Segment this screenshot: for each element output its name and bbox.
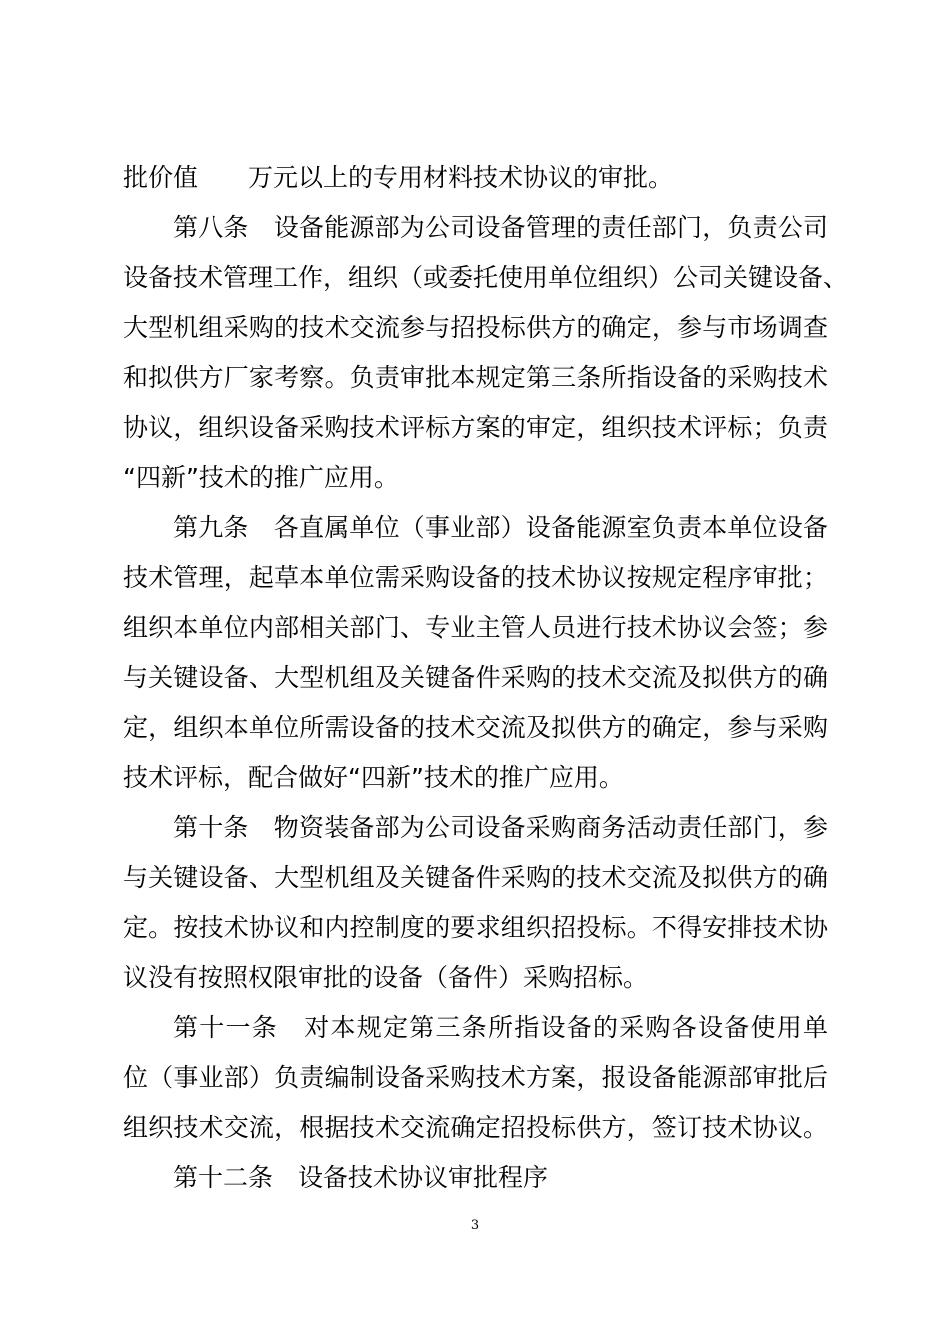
article-8-heading-line: 第八条 设备能源部为公司设备管理的责任部门，负责公司 xyxy=(173,213,828,242)
text-line: 技术评标，配合做好“四新”技术的推广应用。 xyxy=(123,763,624,792)
text-line: 批价值 万元以上的专用材料技术协议的审批。 xyxy=(123,163,674,192)
article-12-heading-line: 第十二条 设备技术协议审批程序 xyxy=(173,1163,549,1192)
text-line: 定。按技术协议和内控制度的要求组织招投标。不得安排技术协 xyxy=(123,913,828,942)
article-9-heading-line: 第九条 各直属单位（事业部）设备能源室负责本单位设备 xyxy=(173,513,828,542)
text-line: 技术管理，起草本单位需采购设备的技术协议按规定程序审批； xyxy=(123,563,828,592)
text-line: 与关键设备、大型机组及关键备件采购的技术交流及拟供方的确 xyxy=(123,663,828,692)
text-line: 协议，组织设备采购技术评标方案的审定，组织技术评标；负责 xyxy=(123,413,828,442)
text-line: 位（事业部）负责编制设备采购技术方案，报设备能源部审批后 xyxy=(123,1063,828,1092)
text-line: 组织本单位内部相关部门、专业主管人员进行技术协议会签；参 xyxy=(123,613,828,642)
text-line: 组织技术交流，根据技术交流确定招投标供方，签订技术协议。 xyxy=(123,1113,828,1142)
text-line: 和拟供方厂家考察。负责审批本规定第三条所指设备的采购技术 xyxy=(123,363,828,392)
text-line: 定，组织本单位所需设备的技术交流及拟供方的确定，参与采购 xyxy=(123,713,828,742)
text-line: “四新”技术的推广应用。 xyxy=(123,463,399,492)
text-line: 设备技术管理工作，组织（或委托使用单位组织）公司关键设备、 xyxy=(123,263,849,292)
page-number: 3 xyxy=(470,1218,480,1233)
text-line: 议没有按照权限审批的设备（备件）采购招标。 xyxy=(123,963,649,992)
article-10-heading-line: 第十条 物资装备部为公司设备采购商务活动责任部门，参 xyxy=(173,813,828,842)
text-line: 与关键设备、大型机组及关键备件采购的技术交流及拟供方的确 xyxy=(123,863,828,892)
article-11-heading-line: 第十一条 对本规定第三条所指设备的采购各设备使用单 xyxy=(173,1013,828,1042)
text-line: 大型机组采购的技术交流参与招投标供方的确定，参与市场调查 xyxy=(123,313,828,342)
